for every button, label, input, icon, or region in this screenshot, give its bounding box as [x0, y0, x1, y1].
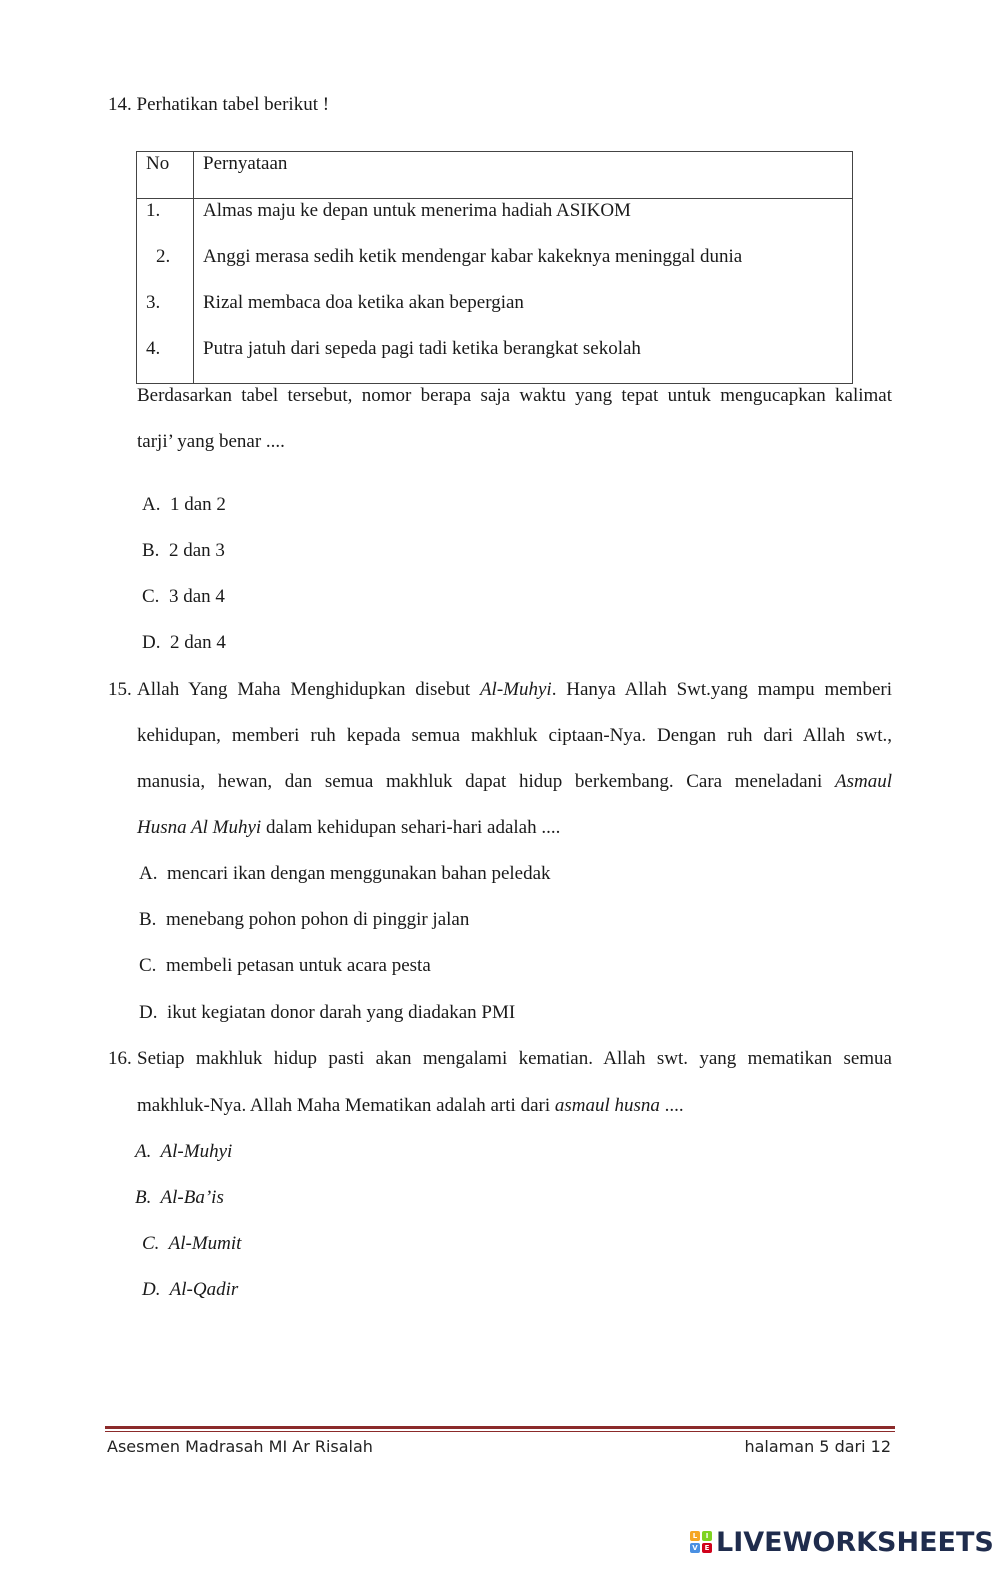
- q15-option-c[interactable]: [139, 955, 431, 977]
- q15-line3-italic: Asmaul: [835, 771, 892, 792]
- table-header-statement: Pernyataan: [203, 153, 288, 174]
- option-letter: B.: [142, 540, 160, 561]
- q15-line2: kehidupan, memberi ruh kepada semua makhluk ciptaan-Nya. Dengan ruh dari Allah swt.,: [137, 725, 892, 746]
- liveworksheets-brand: LIVEWORKSHEETS: [716, 1526, 994, 1558]
- q15-line4: [137, 817, 560, 839]
- option-text: ikut kegiatan donor darah yang diadakan PMI: [166, 1002, 516, 1023]
- q16-line2-a: makhluk-Nya. Allah Maha Mematikan adalah arti dari: [137, 1095, 555, 1116]
- option-text: Al-Mumit: [168, 1233, 242, 1254]
- q16-option-c[interactable]: [142, 1233, 241, 1255]
- q14-question-line1: Berdasarkan tabel tersebut, nomor berapa saja waktu yang tepat untuk mengucapkan kalimat: [137, 385, 892, 406]
- liveworksheets-logo[interactable]: [690, 1527, 994, 1557]
- q15-line3: [137, 771, 892, 793]
- table-row-no: 1.: [146, 200, 161, 221]
- option-letter: D.: [142, 632, 161, 653]
- q14-option-d[interactable]: [142, 632, 226, 654]
- q15-option-a[interactable]: [139, 863, 551, 885]
- q14-number: 14.: [108, 94, 132, 115]
- option-text: mencari ikan dengan menggunakan bahan peledak: [166, 863, 551, 884]
- table-row-no: 3.: [146, 292, 161, 313]
- footer-rule-thick: [105, 1426, 895, 1429]
- q15-line4-b: dalam kehidupan sehari-hari adalah ....: [261, 817, 561, 838]
- option-letter: A.: [135, 1141, 152, 1162]
- q16-option-b[interactable]: [135, 1187, 224, 1209]
- liveworksheets-logo-icon: L I V E: [690, 1531, 712, 1553]
- table-row-text: Rizal membaca doa ketika akan bepergian: [203, 292, 524, 313]
- option-letter: C.: [142, 586, 160, 607]
- q15-option-b[interactable]: [139, 909, 469, 931]
- table-row-no: 4.: [146, 338, 161, 359]
- table-row-no: 2.: [156, 246, 171, 267]
- option-letter: A.: [139, 863, 158, 884]
- option-text: 3 dan 4: [168, 586, 225, 607]
- option-letter: B.: [135, 1187, 152, 1208]
- option-text: Al-Ba’is: [160, 1187, 224, 1208]
- q15-number: 15.: [108, 679, 132, 700]
- q16-option-d[interactable]: [142, 1279, 238, 1301]
- q16-line2-italic: asmaul husna: [554, 1095, 660, 1116]
- table-row-text: Anggi merasa sedih ketik mendengar kabar kakeknya meninggal dunia: [203, 246, 743, 267]
- option-letter: A.: [142, 494, 161, 515]
- option-letter: B.: [139, 909, 157, 930]
- statement-table: [136, 151, 853, 384]
- q14-prompt: Perhatikan tabel berikut !: [136, 94, 330, 115]
- option-text: 2 dan 3: [168, 540, 225, 561]
- footer-rule-thin: [105, 1431, 895, 1432]
- q14-question-line2: tarji’ yang benar ....: [137, 431, 285, 452]
- q16-line2-b: ....: [659, 1095, 684, 1116]
- q16-number: 16.: [108, 1048, 132, 1069]
- q15-option-d[interactable]: [139, 1002, 515, 1024]
- option-letter: D.: [139, 1002, 158, 1023]
- q16-line1: Setiap makhluk hidup pasti akan mengalami kematian. Allah swt. yang mematikan semua: [137, 1048, 892, 1069]
- option-text: membeli petasan untuk acara pesta: [165, 955, 431, 976]
- q15-line1-italic: Al-Muhyi: [479, 679, 552, 700]
- q16-option-a[interactable]: [135, 1141, 232, 1163]
- q15-line1-a: Allah Yang Maha Menghidupkan disebut: [137, 679, 480, 700]
- q16-line2: [137, 1095, 684, 1117]
- option-letter: D.: [142, 1279, 161, 1300]
- footer-school: Asesmen Madrasah MI Ar Risalah: [107, 1437, 373, 1456]
- q15-line4-italic: Husna Al Muhyi: [137, 817, 262, 838]
- option-text: 1 dan 2: [169, 494, 226, 515]
- table-header-no: No: [146, 153, 170, 174]
- table-row-text: Putra jatuh dari sepeda pagi tadi ketika berangkat sekolah: [203, 338, 641, 359]
- option-text: 2 dan 4: [169, 632, 226, 653]
- q14-option-c[interactable]: [142, 586, 225, 608]
- option-text: Al-Qadir: [169, 1279, 239, 1300]
- q14-option-a[interactable]: [142, 494, 226, 516]
- option-letter: C.: [142, 1233, 160, 1254]
- option-text: Al-Muhyi: [160, 1141, 233, 1162]
- q14-prompt-line: [108, 94, 329, 116]
- footer-page-number: halaman 5 dari 12: [744, 1437, 891, 1456]
- option-letter: C.: [139, 955, 157, 976]
- q15-line3-a: manusia, hewan, dan semua makhluk dapat hidup berkembang. Cara meneladani: [137, 771, 835, 792]
- q15-line1: [137, 679, 892, 701]
- table-row-text: Almas maju ke depan untuk menerima hadiah ASIKOM: [203, 200, 631, 221]
- q14-option-b[interactable]: [142, 540, 225, 562]
- option-text: menebang pohon pohon di pinggir jalan: [165, 909, 470, 930]
- q15-line1-b: . Hanya Allah Swt.yang mampu memberi: [551, 679, 892, 700]
